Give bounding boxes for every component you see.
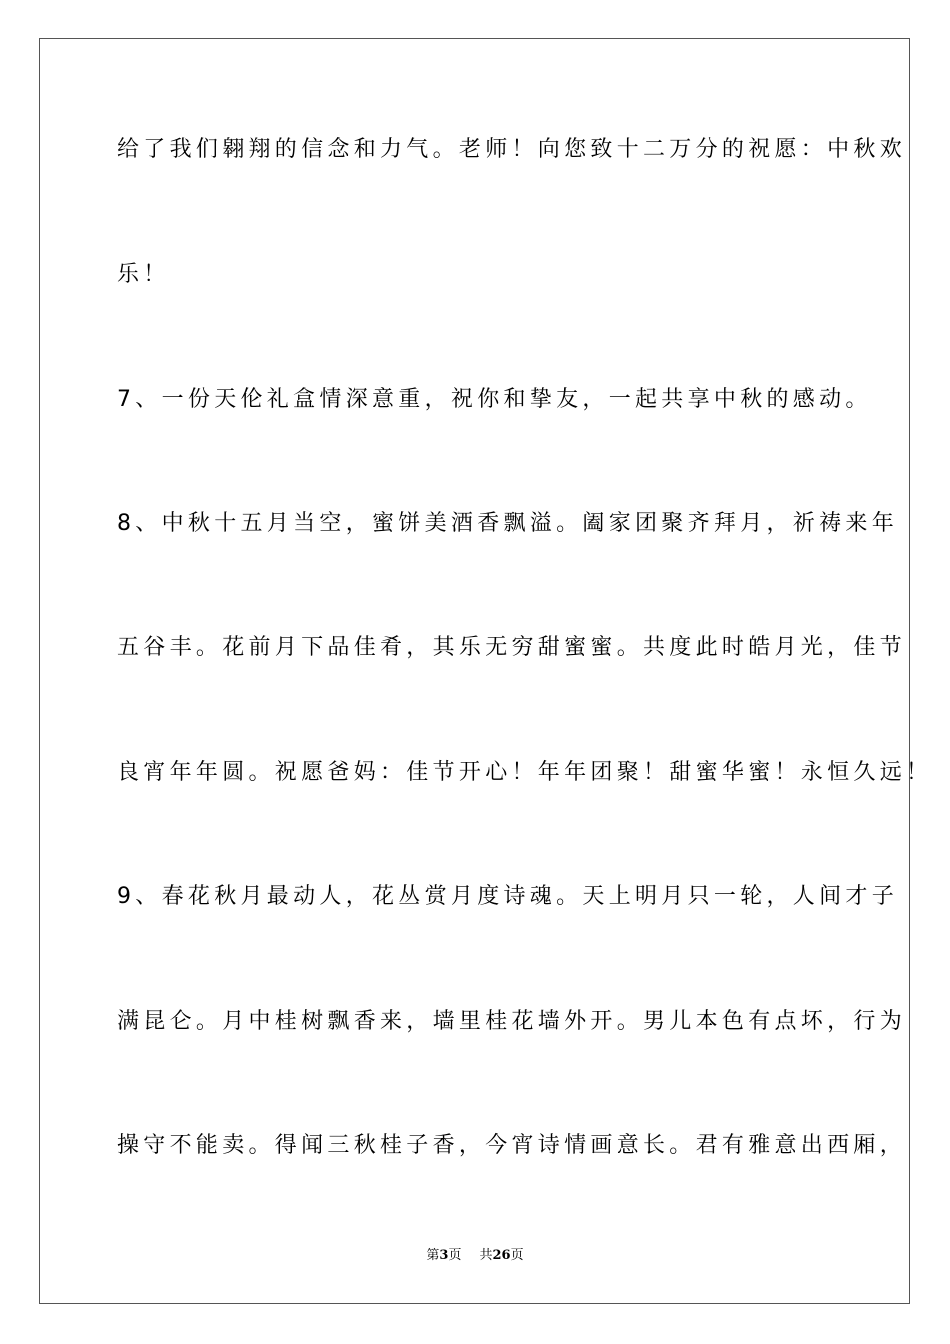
text-line-8: 满昆仑。月中桂树飘香来，墙里桂花墙外开。男儿本色有点坏，行为 bbox=[117, 1009, 907, 1034]
footer-total-suffix: 页 bbox=[510, 1248, 524, 1263]
text-line-5: 五谷丰。花前月下品佳肴，其乐无穷甜蜜蜜。共度此时皓月光，佳节 bbox=[117, 635, 907, 660]
text-line-6: 良宵年年圆。祝愿爸妈：佳节开心！年年团聚！甜蜜华蜜！永恒久远！ bbox=[117, 760, 933, 785]
text-line-4: 8、中秋十五月当空，蜜饼美酒香飘溢。阖家团聚齐拜月，祈祷来年 bbox=[117, 511, 898, 536]
page-footer bbox=[0, 1247, 950, 1265]
footer-total-prefix: 共 bbox=[479, 1248, 493, 1263]
text-line-2: 乐！ bbox=[117, 262, 170, 287]
footer-total-pages: 26 bbox=[492, 1248, 511, 1263]
text-line-7: 9、春花秋月最动人，花丛赏月度诗魂。天上明月只一轮，人间才子 bbox=[117, 884, 898, 909]
footer-page-prefix: 第 bbox=[426, 1248, 440, 1263]
text-line-3: 7、一份天伦礼盒情深意重，祝你和挚友，一起共享中秋的感动。 bbox=[117, 387, 872, 412]
footer-page-number: 3 bbox=[439, 1248, 449, 1263]
text-line-1: 给了我们翱翔的信念和力气。老师！向您致十二万分的祝愿：中秋欢 bbox=[117, 137, 907, 162]
page-border bbox=[39, 38, 933, 1304]
footer-page-suffix: 页 bbox=[448, 1248, 462, 1263]
text-line-9: 操守不能卖。得闻三秋桂子香，今宵诗情画意长。君有雅意出西厢， bbox=[117, 1133, 907, 1158]
